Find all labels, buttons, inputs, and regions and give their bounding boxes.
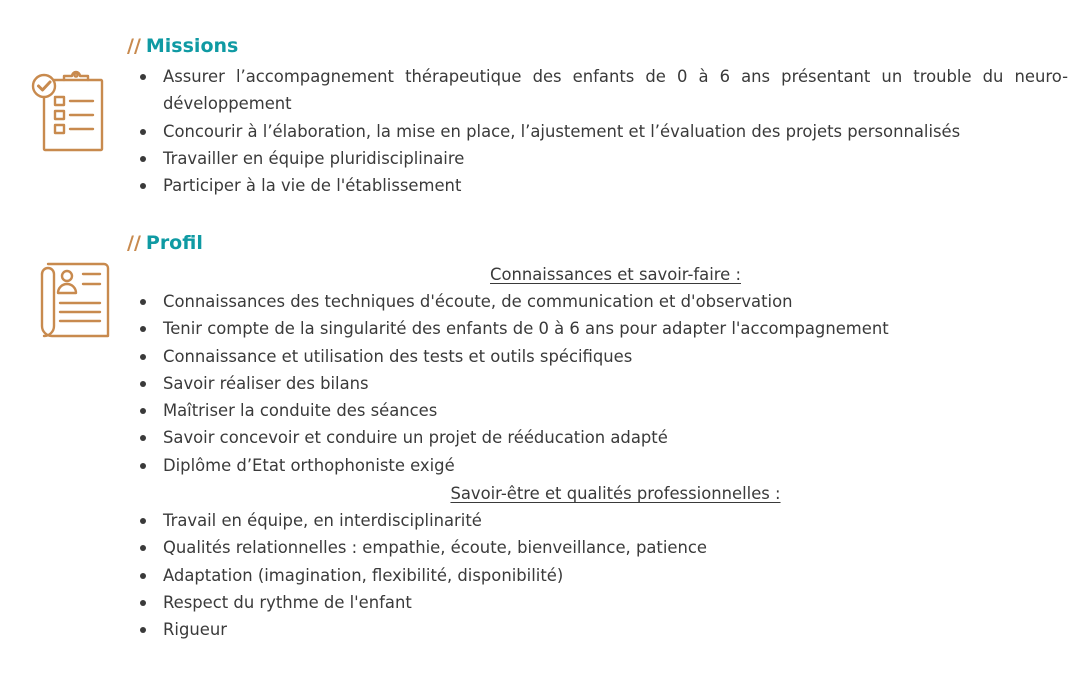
knowledge-item: Tenir compte de la singularité des enfants de 0 à 6 ans pour adapter l'accompagnement bbox=[138, 315, 1068, 342]
missions-item: Concourir à l’élaboration, la mise en place, l’ajustement et l’évaluation des projets personnalisés bbox=[138, 118, 1068, 145]
resume-document-icon bbox=[38, 260, 110, 340]
profil-title-slash: // bbox=[127, 232, 141, 254]
knowledge-list bbox=[138, 288, 1068, 479]
soft-skill-item: Adaptation (imagination, flexibilité, disponibilité) bbox=[138, 562, 1068, 589]
soft-skills-subheading: Savoir-être et qualités professionnelles : bbox=[450, 484, 781, 503]
missions-item: Travailler en équipe pluridisciplinaire bbox=[138, 145, 1068, 172]
soft-skill-item: Respect du rythme de l'enfant bbox=[138, 589, 1068, 616]
knowledge-item: Diplôme d’Etat orthophoniste exigé bbox=[138, 452, 1068, 479]
clipboard-checklist-icon bbox=[30, 70, 106, 154]
missions-title bbox=[127, 34, 238, 58]
knowledge-item: Maîtriser la conduite des séances bbox=[138, 397, 1068, 424]
knowledge-item: Connaissance et utilisation des tests et outils spécifiques bbox=[138, 343, 1068, 370]
knowledge-item: Savoir concevoir et conduire un projet de rééducation adapté bbox=[138, 424, 1068, 451]
missions-title-slash: // bbox=[127, 35, 141, 57]
profil-title bbox=[127, 231, 203, 255]
missions-list bbox=[138, 63, 1068, 199]
profil-title-text: Profil bbox=[145, 232, 203, 254]
soft-skill-item: Travail en équipe, en interdisciplinarité bbox=[138, 507, 1068, 534]
knowledge-subheading: Connaissances et savoir-faire : bbox=[490, 265, 741, 284]
missions-item: Assurer l’accompagnement thérapeutique des enfants de 0 à 6 ans présentant un trouble du neuro-développement bbox=[138, 63, 1068, 118]
soft-skill-item: Qualités relationnelles : empathie, écoute, bienveillance, patience bbox=[138, 534, 1068, 561]
soft-skills-list bbox=[138, 507, 1068, 643]
knowledge-item: Savoir réaliser des bilans bbox=[138, 370, 1068, 397]
knowledge-item: Connaissances des techniques d'écoute, de communication et d'observation bbox=[138, 288, 1068, 315]
soft-skill-item: Rigueur bbox=[138, 616, 1068, 643]
missions-item: Participer à la vie de l'établissement bbox=[138, 172, 1068, 199]
missions-title-text: Missions bbox=[145, 35, 239, 57]
